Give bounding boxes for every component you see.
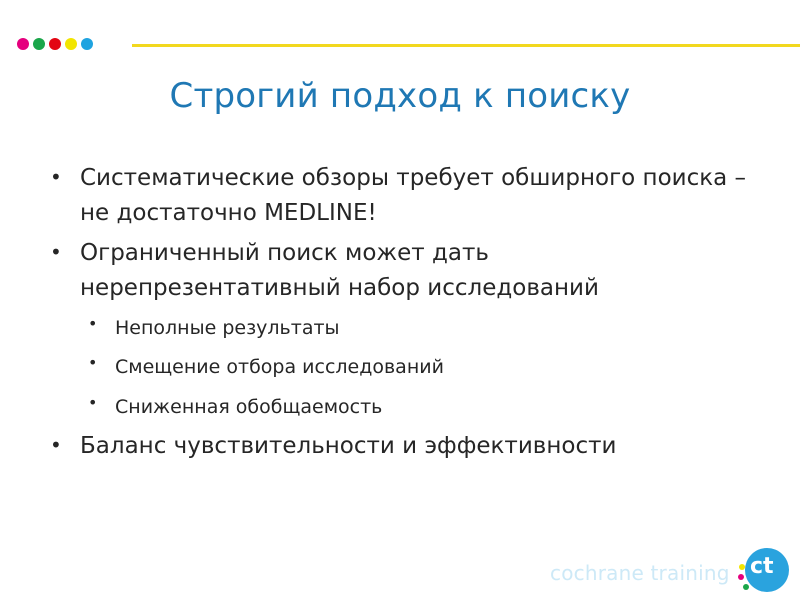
- bullet-line: Ограниченный поиск может дать: [80, 240, 489, 266]
- dot-icon: [81, 38, 93, 50]
- sub-bullet-line: Неполные результаты: [115, 317, 340, 339]
- color-dots: [17, 38, 93, 50]
- dot-icon: [49, 38, 61, 50]
- slide-title: Строгий подход к поиску: [169, 76, 631, 116]
- dot-icon: [33, 38, 45, 50]
- bullet-icon: •: [50, 240, 62, 264]
- bullet-icon: •: [50, 433, 62, 457]
- header-divider: [132, 44, 800, 47]
- brand-wordmark: cochrane training: [550, 561, 730, 585]
- dot-icon: [17, 38, 29, 50]
- dot-icon: [65, 38, 77, 50]
- cochrane-logo-icon: ct: [737, 544, 793, 600]
- sub-bullet-line: Смещение отбора исследований: [115, 356, 444, 378]
- sub-bullet-icon: •: [88, 353, 98, 372]
- sub-bullet-icon: •: [88, 393, 98, 412]
- sub-bullet-icon: •: [88, 314, 98, 333]
- bullet-line: нерепрезентативный набор исследований: [80, 275, 599, 301]
- bullet-line: Систематические обзоры требует обширного поиска –: [80, 165, 747, 191]
- bullet-icon: •: [50, 165, 62, 189]
- bullet-line: Баланс чувствительности и эффективности: [80, 433, 617, 459]
- sub-bullet-line: Сниженная обобщаемость: [115, 396, 383, 418]
- bullet-line: не достаточно MEDLINE!: [80, 200, 377, 226]
